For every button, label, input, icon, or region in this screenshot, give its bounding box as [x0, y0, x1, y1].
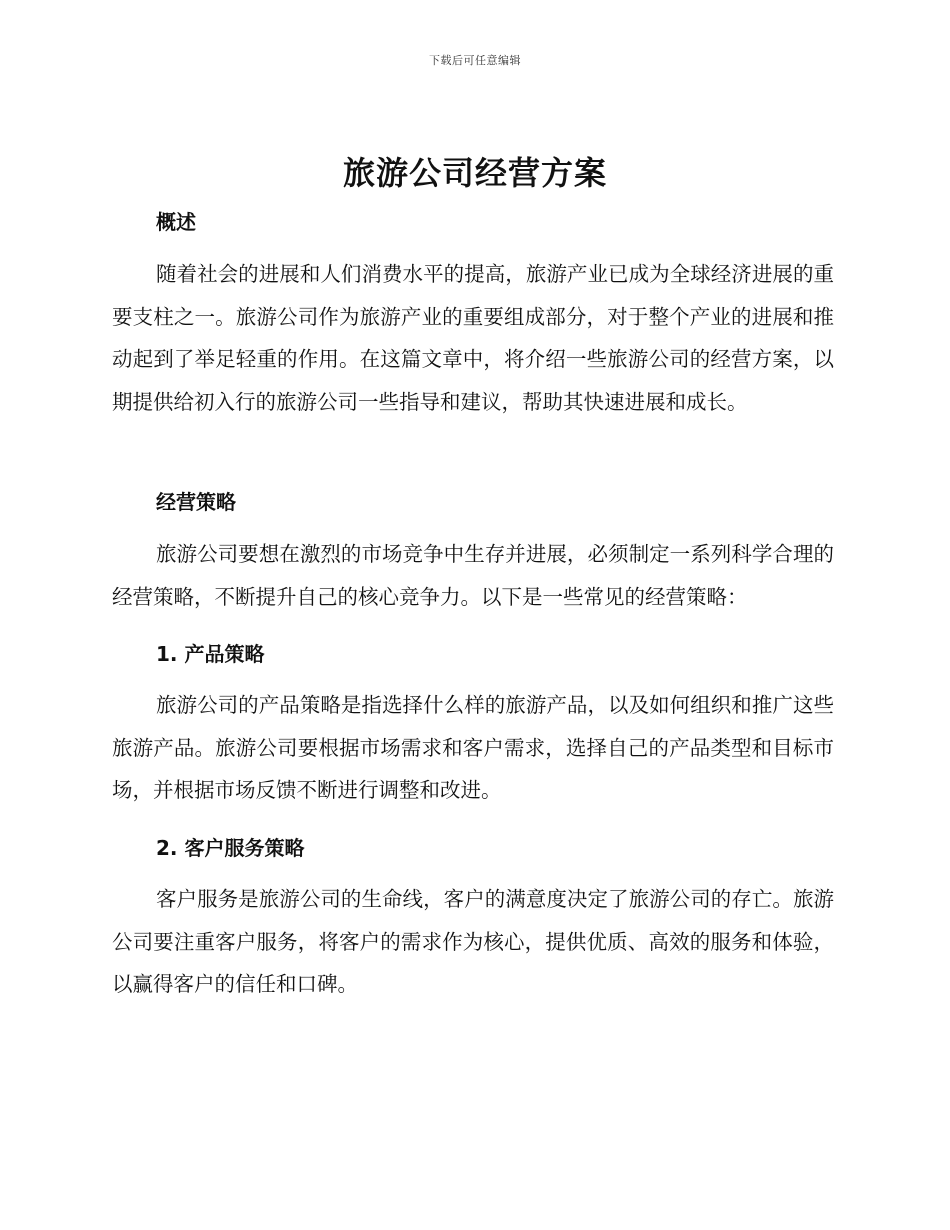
- header-note: 下载后可任意编辑: [429, 54, 521, 67]
- document-title: 旅游公司经营方案: [342, 154, 607, 192]
- section-heading-customer-service: 2. 客户服务策略: [156, 836, 305, 860]
- paragraph-overview: 随着社会的进展和人们消费水平的提高，旅游产业已成为全球经济进展的重要支柱之一。旅游公司作为旅游产业的重要组成部分，对于整个产业的进展和推动起到了举足轻重的作用。在这篇文章中，将介绍一些旅游公司的经营方案，以期提供给初入行的旅游公司一些指导和建议，帮助其快速进展和成长。: [112, 262, 834, 414]
- paragraph-product-strategy: 旅游公司的产品策略是指选择什么样的旅游产品，以及如何组织和推广这些旅游产品。旅游公司要根据市场需求和客户需求，选择自己的产品类型和目标市场，并根据市场反馈不断进行调整和改进。: [112, 693, 834, 802]
- section-heading-overview: 概述: [156, 210, 196, 234]
- section-heading-strategy: 经营策略: [156, 490, 236, 514]
- paragraph-customer-service: 客户服务是旅游公司的生命线，客户的满意度决定了旅游公司的存亡。旅游公司要注重客户服务，将客户的需求作为核心，提供优质、高效的服务和体验，以赢得客户的信任和口碑。: [112, 887, 834, 996]
- section-heading-product-strategy: 1. 产品策略: [156, 642, 265, 666]
- paragraph-strategy: 旅游公司要想在激烈的市场竞争中生存并进展，必须制定一系列科学合理的经营策略，不断提升自己的核心竞争力。以下是一些常见的经营策略：: [112, 542, 834, 609]
